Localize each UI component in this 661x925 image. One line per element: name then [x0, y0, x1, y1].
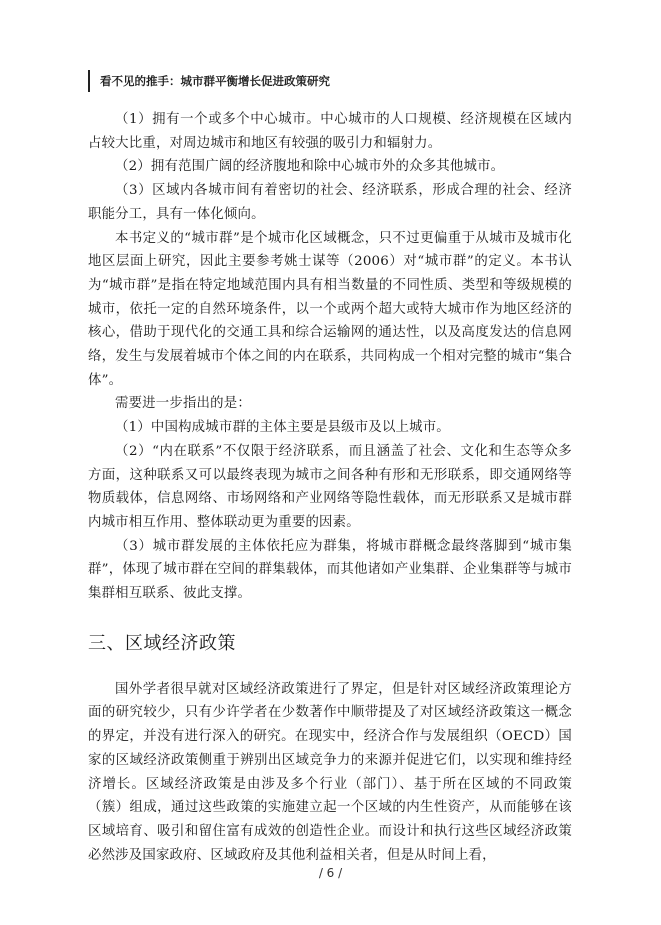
paragraph-criterion-3: （3）区域内各城市间有着密切的社会、经济联系，形成合理的社会、经济职能分工，具有一体化倾向。 [88, 183, 572, 222]
section-heading: 三、区域经济政策 [88, 632, 236, 654]
paragraph-criterion-2: （2）拥有范围广阔的经济腹地和除中心城市外的众多其他城市。 [115, 159, 505, 175]
paragraph-note-3: （3）城市群发展的主体依托应为群集，将城市群概念最终落脚到“城市集群”，体现了城市群在空间的群集载体，而其他诸如产业集群、企业集群等与城市集群相互联系、彼此支撑。 [88, 538, 572, 602]
paragraph-note-2: （2）“内在联系”不仅限于经济联系，而且涵盖了社会、文化和生态等众多方面，这种联系又可以最终表现为城市之间各种有形和无形联系，即交通网络等物质载体，信息网络、市场网络和产业网络等隐性载体，而无形联系又是城市群内城市相互作用、整体联动更为重要的因素。 [88, 443, 572, 530]
paragraph-criterion-1: （1）拥有一个或多个中心城市。中心城市的人口规模、经济规模在区域内占较大比重，对周边城市和地区有较强的吸引力和辐射力。 [88, 112, 572, 151]
running-header: 看不见的推手：城市群平衡增长促进政策研究 [88, 70, 330, 92]
page-number: / 6 / [318, 866, 343, 880]
paragraph-definition: 本书定义的“城市群”是个城市化区域概念，只不过更偏重于从城市及城市化地区层面上研究，因此主要参考姚士谋等（2006）对“城市群”的定义。本书认为“城市群”是指在特定地域范围内具有相当数量的不同性质、类型和等级规模的城市，依托一定的自然环境条件，以一个或两个超大或特大城市作为地区经济的核心，借助于现代化的交通工具和综合运输网的通达性，以及高度发达的信息网络，发生与发展着城市个体之间的内在联系，共同构成一个相对完整的城市“集合体”。 [88, 230, 572, 388]
paragraph-note-1: （1）中国构成城市群的主体主要是县级市及以上城市。 [115, 420, 450, 436]
paragraph-regional-policy: 国外学者很早就对区域经济政策进行了界定，但是针对区域经济政策理论方面的研究较少，只有少许学者在少数著作中顺带提及了对区域经济政策这一概念的界定，并没有进行深入的研究。在现实中，经济合作与发展组织（OECD）国家的区域经济政策侧重于辨别出区域竞争力的来源并促进它们，以实现和维持经济增长。区域经济政策是由涉及多个行业（部门）、基于所在区域的不同政策（簇）组成，通过这些政策的实施建立起一个区域的内生性资产，从而能够在该区域培育、吸引和留住富有成效的创造性企业。而设计和执行这些区域经济政策必然涉及国家政府、区域政府及其他利益相关者，但是从时间上看， [88, 681, 572, 863]
body-text [88, 108, 572, 867]
paragraph-further-note: 需要进一步指出的是： [115, 396, 251, 412]
